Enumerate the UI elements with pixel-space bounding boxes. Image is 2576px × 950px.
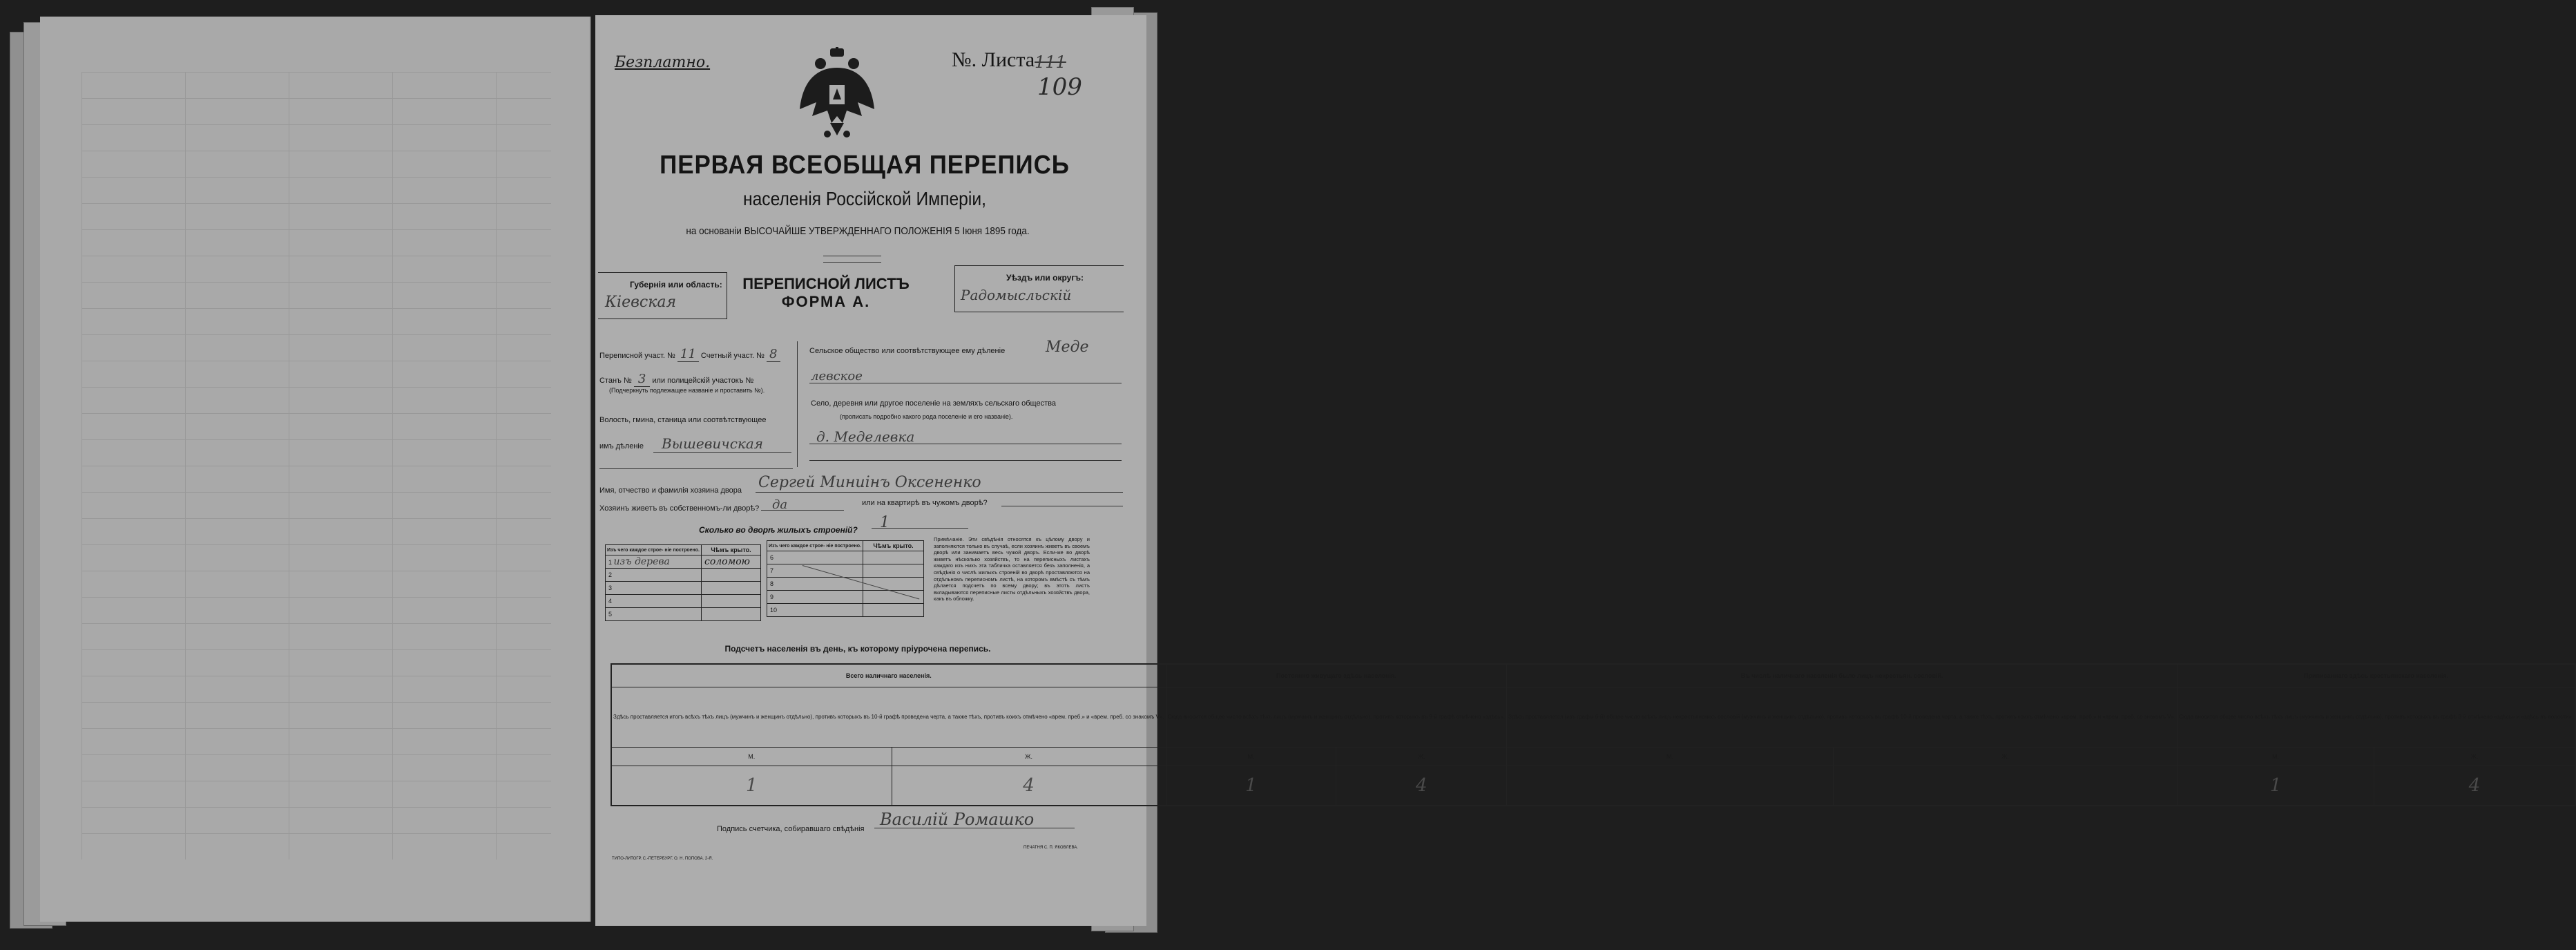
material-value: изъ дерева bbox=[613, 556, 670, 567]
buildings-col-material: Изъ чего каждое строе- ніе построено. bbox=[767, 541, 863, 551]
row-number: 1 bbox=[608, 559, 613, 566]
printer-imprint-left: ТИПО-ЛИТОГР. С.-ПЕТЕРБУРГ. О. Н. ПОПОВА. 2-Я. bbox=[612, 857, 713, 861]
buildings-row-4: 4 bbox=[606, 595, 702, 608]
pop-f-header: Ж. bbox=[892, 748, 1166, 766]
uezd-box bbox=[954, 265, 1124, 312]
form-a-title-box bbox=[731, 272, 921, 326]
buildings-underline bbox=[872, 528, 968, 529]
pop-m-header: М. bbox=[1166, 748, 1336, 766]
society-value-1: Меде bbox=[1046, 339, 1089, 356]
pop-col-peasant: Приписаннаго здѣсь крестьянскаго населенія. bbox=[2178, 664, 2575, 687]
buildings-value: 1 bbox=[880, 514, 890, 531]
volost-underline bbox=[653, 452, 791, 453]
form-title-line1: ПЕРЕПИСНОЙ ЛИСТЪ bbox=[742, 275, 910, 292]
owner-underline bbox=[756, 492, 1123, 493]
uchastok-row bbox=[599, 347, 780, 361]
pop-col-permanent: Постоянно живущаго здѣсь населенія. bbox=[1166, 664, 1507, 687]
village-label: Село, деревня или другое поселеніе на земляхъ сельскаго общества bbox=[811, 399, 1056, 408]
left-page-faint-grid bbox=[81, 72, 551, 859]
roof-value: соломою bbox=[701, 555, 760, 569]
roof-cell bbox=[863, 578, 923, 591]
form-legal-basis: на основаніи ВЫСОЧАЙШЕ УТВЕРЖДЕННАГО ПОЛОЖЕНІЯ 5 Іюня 1895 года. bbox=[686, 225, 1030, 237]
form-subtitle: населенія Россійской Имперіи, bbox=[743, 188, 986, 209]
gubernia-label: Губернія или область: bbox=[630, 280, 722, 289]
volost-label-2: имъ дѣленіе bbox=[599, 442, 644, 450]
free-label: Безплатно. bbox=[615, 54, 711, 71]
pop-desc-permanent: Сюда вносится общее число всѣхъ тѣхъ лицъ (мужчинъ и женщинъ отдѣльно), противъ которыхъ въ 9-й графѣ отмѣчено «здѣсь». bbox=[1166, 687, 1507, 748]
pop-desc-total: Здѣсь проставляется итогъ всѣхъ тѣхъ лицъ (мужчинъ и женщинъ отдѣльно), противъ которыхъ въ 10-й графѣ проведена черта, а также тѣхъ, противъ коихъ отмѣчено «врем. преб.» и «врем. преб. со знакомъ V». bbox=[611, 687, 1166, 748]
village-note: (прописать подробно какого рода поселеніе и его названіе). bbox=[840, 413, 1013, 420]
pop-desc-non-peasant: Здѣсь проставляется (изъ графы 6-й) общее число всѣхъ лицъ некрестьянскихъ сословій (мужчинъ и женщинъ отдѣльно), противъ которыхъ въ графѣ 10-й проведена черта, а также тѣхъ, противъ коихъ отмѣчено «врем. преб.» и «врем. преб. со знакомъ V». bbox=[1507, 687, 2178, 748]
owner-value: Сергей Миниінъ Оксененко bbox=[758, 474, 981, 491]
roof-cell bbox=[701, 582, 760, 595]
buildings-table-right bbox=[767, 540, 924, 617]
roof-cell bbox=[863, 551, 923, 564]
pop-desc-peasant: Сюда вносится общее число всѣхъ тѣхъ лицъ (мужчинъ и женщинъ отдѣльно), противъ которыхъ въ графѣ 8-й отмѣчено «здѣсь» и «здѣсь въ волости». bbox=[2178, 687, 2575, 748]
society-label: Сельское общество или соотвѣтствующее ему дѣленіе bbox=[809, 347, 1006, 355]
printer-imprint-right: ПЕЧАТНЯ С. П. ЯКОВЛЕВА. bbox=[1023, 846, 1078, 850]
pop-m-header: М. bbox=[611, 748, 892, 766]
sheet-number: 109 bbox=[1037, 73, 1082, 101]
buildings-table-left bbox=[605, 544, 761, 621]
pop-col-total: Всего наличнаго населенія. bbox=[611, 664, 1166, 687]
other-yard-label: или на квартирѣ въ чужомъ дворѣ? bbox=[862, 499, 988, 507]
census-form-page bbox=[595, 15, 2573, 926]
buildings-row-7: 7 bbox=[767, 564, 863, 578]
pop-permanent-f: 4 bbox=[1336, 766, 1507, 806]
pop-total-m: 1 bbox=[611, 766, 892, 806]
roof-cell bbox=[701, 595, 760, 608]
village-underline-2 bbox=[809, 460, 1122, 461]
uezd-label: Уѣздъ или округъ: bbox=[1006, 273, 1084, 283]
gubernia-value: Кіевская bbox=[605, 294, 677, 311]
pop-peasant-f: 4 bbox=[2374, 766, 2575, 806]
buildings-col-roof: Чѣмъ крыто. bbox=[701, 545, 760, 555]
stan-value: 3 bbox=[634, 372, 650, 387]
uchastok-label: Переписной участ. № bbox=[599, 352, 675, 360]
volost-value: Вышевичская bbox=[662, 435, 764, 452]
buildings-col-material: Изъ чего каждое строе- ніе построено. bbox=[606, 545, 702, 555]
schetny-value: 8 bbox=[767, 347, 780, 362]
buildings-row-1 bbox=[606, 555, 702, 569]
sheet-number-label: №. Листа bbox=[952, 48, 1035, 71]
police-note: (Подчеркнуть подлежащее названіе и проставить №). bbox=[609, 387, 765, 394]
left-page bbox=[40, 17, 591, 922]
buildings-note: Примѣчаніе. Эти свѣдѣнія относятся къ цѣлому двору и заполняются только въ случаѣ, если хозяинъ живетъ въ своемъ дворѣ или занимаетъ весь чужой дворъ. Если-же во дворѣ живетъ нѣсколько хозяйствъ, то на переписныхъ листахъ каждаго изъ нихъ эта табличка оставляется безъ заполненія, а свѣдѣнія о числѣ жилыхъ строеній во дворѣ проставляются на отдѣльномъ переписномъ листѣ, на которомъ вмѣстѣ съ тѣмъ дѣлается подсчетъ по всему двору; въ этотъ листъ вкладываются переписные листы отдѣльныхъ хозяйствъ двора, какъ въ обложку. bbox=[934, 536, 1090, 602]
pop-total-f: 4 bbox=[892, 766, 1166, 806]
pop-f-header: Ж. bbox=[2374, 748, 2575, 766]
form-main-title: ПЕРВАЯ ВСЕОБЩАЯ ПЕРЕПИСЬ bbox=[660, 151, 1070, 180]
buildings-label: Сколько во дворѣ жилыхъ строеній? bbox=[699, 525, 858, 535]
buildings-row-10: 10 bbox=[767, 604, 863, 617]
buildings-row-9: 9 bbox=[767, 591, 863, 604]
pop-non-peasant-m bbox=[1507, 766, 1834, 806]
buildings-row-6: 6 bbox=[767, 551, 863, 564]
society-value-2: левское bbox=[811, 369, 863, 383]
buildings-row-3: 3 bbox=[606, 582, 702, 595]
pop-non-peasant-f bbox=[1833, 766, 2177, 806]
imperial-eagle-emblem bbox=[796, 47, 878, 144]
ornament-divider bbox=[823, 256, 881, 263]
column-divider bbox=[797, 341, 798, 467]
gubernia-box bbox=[598, 272, 727, 319]
buildings-col-roof: Чѣмъ крыто. bbox=[863, 541, 923, 551]
roof-cell bbox=[863, 564, 923, 578]
stan-row bbox=[599, 372, 753, 386]
pop-m-header: М. bbox=[2178, 748, 2374, 766]
roof-cell bbox=[701, 569, 760, 582]
own-yard-label: Хозяинъ живетъ въ собственномъ-ли дворѣ? bbox=[599, 504, 760, 513]
uchastok-value: 11 bbox=[677, 347, 699, 362]
volost-underline-2 bbox=[599, 468, 793, 469]
roof-cell bbox=[701, 608, 760, 621]
buildings-row-8: 8 bbox=[767, 578, 863, 591]
sheet-number-struck: 111 bbox=[1035, 53, 1066, 72]
pop-f-header: Ж. bbox=[1833, 748, 2177, 766]
buildings-row-5: 5 bbox=[606, 608, 702, 621]
police-label: или полицейскій участокъ № bbox=[652, 377, 754, 385]
stan-label: Станъ № bbox=[599, 377, 632, 385]
form-title-line2: ФОРМА А. bbox=[781, 293, 871, 310]
pop-peasant-m: 1 bbox=[2178, 766, 2374, 806]
pop-m-header: М. bbox=[1507, 748, 1834, 766]
roof-cell bbox=[863, 604, 923, 617]
own-yard-value: да bbox=[772, 497, 788, 512]
own-yard-underline bbox=[761, 510, 844, 511]
schetny-label: Счетный участ. № bbox=[700, 352, 765, 360]
population-table bbox=[611, 663, 2576, 806]
pop-f-header: Ж. bbox=[1336, 748, 1507, 766]
buildings-row-2: 2 bbox=[606, 569, 702, 582]
owner-label: Имя, отчество и фамилія хозяина двора bbox=[599, 486, 742, 495]
population-heading: Подсчетъ населенія въ день, къ которому пріурочена перепись. bbox=[724, 644, 991, 654]
volost-label-1: Волость, гмина, станица или соотвѣтствующее bbox=[599, 416, 767, 424]
pop-col-non-peasant: Въ числѣ наличнаго населенія было лицъ некрестьян. сословій. bbox=[1507, 664, 2178, 687]
village-value: д. Меделевка bbox=[816, 428, 915, 445]
uezd-value: Радомысльскій bbox=[961, 287, 1072, 303]
pop-permanent-m: 1 bbox=[1166, 766, 1336, 806]
signature-label: Подпись счетчика, собиравшаго свѣдѣнія bbox=[717, 825, 865, 833]
signature-value: Василій Ромашко bbox=[880, 810, 1035, 829]
